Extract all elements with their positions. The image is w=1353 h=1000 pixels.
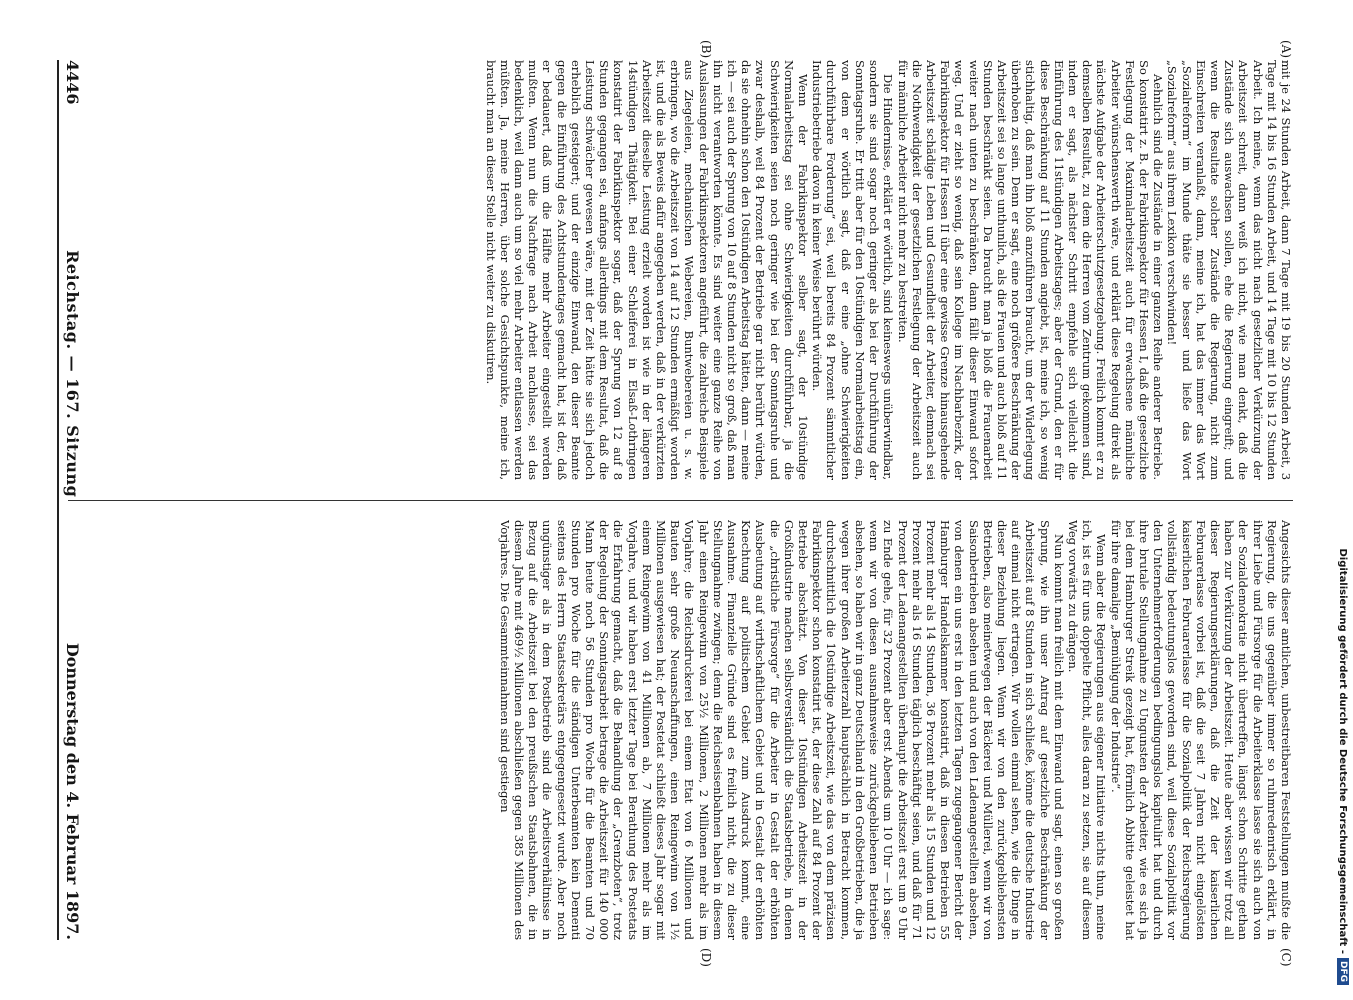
digitization-note-text: Digitalisierung gefördert durch die Deutsche Forschungsgemeinschaft - bbox=[1337, 548, 1349, 954]
right-column-paragraph: Angesichts dieser amtlichen, unbestreitbaren Feststellungen mußte die Regierung, die uns gegenüber immer so ruhmredenrisch erklärt, in ihrer Liebe und Fürsorge für die Arbeiterklasse lasse sie sich auch von der Sozialdemokratie nicht übertreffen, längst schon Schritte gethan haben zur Verkürzung der Arbeitszeit. Heute aber wissen wir trotz all dieser Regierungserklärungen, daß die Zeit der kaiserlichen Februarerlasse vorbei ist, daß die seit 7 Jahren nicht eingelösten kaiserlichen Februarerlasse für die Sozialpolitik der Reichsregierung vollständig bedeutungslos geworden sind, weil diese Sozialpolitik vor den Unternehmerforderungen bedingungslos kapitulirt hat und durch ihre brutale Stellungnahme zu Ungunsten der Arbeiter, wie es sich ja bei dem Hamburger Streik gezeigt hat, förmlich Abbitte geleistet hat für ihre damalige „Bemühigung der Industrie“. bbox=[1108, 520, 1293, 940]
left-column-paragraph: mit je 24 Stunden Arbeit, dann 7 Tage mit 19 bis 20 Stunden Arbeit, 3 Tage mit 14 bis 16 Stunden Arbeit, und 14 Tage mit 10 bis 12 Stunden Arbeit. Ich meine, wenn das nicht nach gesetzlicher Verkürzung der Arbeitszeit schreit, dann weiß ich nicht, wie man denkt, daß die Zustände sich auswachsen sollen, ehe die Regierung eingreift; und wenn die Resultate solcher Zustände die Regierung, nicht zum Einschreiten veranlaßt, dann, meine ich, hat das immer das Wort „Sozialreform“ im Munde thäte sie besser und ließe das Wort „Sozialreform“ aus ihrem Lexikon verschwinden! bbox=[1165, 60, 1293, 480]
margin-mark-d: (D) bbox=[699, 948, 713, 967]
left-column bbox=[68, 60, 1293, 480]
dfg-logo: DFG bbox=[1337, 958, 1349, 985]
left-column-paragraph: Aehnlich sind die Zustände in einer ganzen Reihe anderer Betriebe. So konstatirt z. B. der Fabrikinspektor für Hessen I, daß die gesetzliche Festlegung der Maximalarbeitszeit auch für erwachsene männliche Arbeiter wünschenswerth wäre, und erklärt diese Regelung direkt als nächste Aufgabe der Arbeiterschutzgesetzgebung. Freilich kommt er zu demselben Resultat, zu dem die Herren vom Zentrum gekommen sind, indem er sagt, als nächster Schritt empfehle sich vielleicht die Einführung des 11stündigen Arbeitstages; aber der Grund, den er für diese Beschränkung auf 11 Stunden angiebt, ist, meine ich, so wenig stichhaltig, daß man ihn bloß anzuführen braucht, um der Widerlegung überhoben zu sein. Denn er sagt, eine noch größere Beschränkung der Arbeitszeit sei so lange unthunlich, als die Frauen und auch bloß auf 11 Stunden beschränkt seien. Da braucht man ja bloß die Frauenarbeit weiter nach unten zu beschränken, dann fällt dieser Einwand sofort weg. Und er zieht so wenig, daß sein Kollege im Nachbarbezirk, der Fabrikinspektor für Hessen II über eine gewisse Grenze hinausgehende Arbeitszeit schädige Leben und Gesundheit der Arbeiter, demnach sei die Nothwendigkeit der gesetzlichen Festlegung der Arbeitszeit auch für männliche Arbeiter nicht mehr zu bestreiten. bbox=[895, 60, 1166, 480]
margin-mark-a: (A) bbox=[1279, 40, 1293, 59]
left-column-paragraph: Wenn der Fabrikinspektor selber sagt, der 10stündige Normalarbeitstag sei ohne Schwierigkeiten durchführbar, ja die Schwierigkeiten seien noch geringer wie bei der Sonntagsruhe und zwar deshalb, weil 84 Prozent der Betriebe gar nicht berührt würden, da sie ohnehin schon den 10stündigen Arbeitstag hätten, dann — meine ich — sei auch der Sprung von 10 auf 8 Stunden nicht so groß, daß man ihn nicht verantworten könnte. Es sind weiter eine ganze Reihe von Auslassungen der Fabrikinspektoren angeführt, die zahlreiche Beispiele aus Ziegeleien, mechanischen Webereien, Buntwebereien u. s. w. erbringen, wo die Arbeitszeit von 14 auf 12 Stunden ermäßigt worden ist, und die als Beweis dafür angegeben werden, daß in der verkürzten Arbeitszeit dieselbe Leistung erzielt worden ist wie in der längeren 14stündigen Thätigkeit. Bei einer Schleiferei in Elsaß-Lothringen konstatirt der Fabrikinspektor sogar, daß der Sprung von 12 auf 8 Stunden gegangen sei, anfangs allerdings mit dem Resultat, daß die Leistung schwächer gewesen wäre, mit der Zeit hätte sie sich jedoch erheblich gesteigert; und der einzige Einwand, den dieser Beamte gegen die Einführung des Achtstundentages gemacht hat, ist der, daß er bedauert, daß um die Hälfte mehr Arbeiter eingestellt werden mußten. Wenn nun die Nachfrage nach Arbeit nachlasse, sei das bedenklich, weil dann auch um so viel mehr Arbeiter entlassen werden müßten. Ja, meine Herren, über solche Gesichtspunkte, meine ich, braucht man an dieser Stelle nicht weiter zu diskutiren. bbox=[483, 60, 811, 480]
right-column-paragraph: Nun kommt man freilich mit dem Einwand und sagt, einen so großen Sprung, wie ihn unser Antrag auf gesetzliche Beschränkung der Arbeitszeit auf 8 Stunden in sich schließe, könne die deutsche Industrie auf einmal nicht ertragen. Wir wollen einmal sehen, wie die Dinge in dieser Beziehung liegen. Wenn wir von den zurückgebliebensten Betrieben, also meinetwegen der Bäckerei und Müllerei, wenn wir von Saisonbetrieben absehen und auch von den Ladenangestellten absehen, von denen ein uns erst in den letzten Tagen zugegangener Bericht der Hamburger Handelskammer konstatirt, daß in diesen Betrieben 55 Prozent mehr als 14 Stunden, 36 Prozent mehr als 15 Stunden und 12 Prozent mehr als 16 Stunden täglich beschäftigt seien, und daß für 71 Prozent der Ladenangestellten überhaupt die Arbeitszeit erst um 9 Uhr zu Ende gehe, für 32 Prozent aber erst Abends um 10 Uhr — ich sage: wenn wir von diesen ausnahmsweise zurückgebliebenen Betrieben absehen, so haben wir in ganz Deutschland in den Großbetrieben, die ja wegen ihrer großen Arbeiterzahl hauptsächlich in Betracht kommen, durchschnittlich die 10stündige Arbeitszeit, wie das von dem präzisen Fabrikinspektor schon konstatirt ist, der diese Zahl auf 84 Prozent der Betriebe abschätzt. Von dieser 10stündigen Arbeitszeit in der Großindustrie machen selbstverständlich die Staatsbetriebe, in denen die „christliche Fürsorge“ für die Arbeiter in Gestalt der erhöhten Ausbeutung auf wirthschaftlichem Gebiet und in Gestalt der erhöhten Knechtung auf politischem Gebiet zum Ausdruck kommt, eine Ausnahme. Finanzielle Gründe sind es freilich nicht, die zu dieser Stellungnahme zwingen; denn die Reichseisenbahnen haben in diesem Jahr einen Reingewinn von 25½ Millionen, 2 Millionen mehr als im Vorjahre; die Reichsdruckerei bei einem Etat von 6 Millionen und Bauten sehr große Neuanschaffungen, einen Reingewinn von 1½ Millionen ausgewiesen hat; der Postetat schließt dieses Jahr sogar mit einem Reingewinn von 41 Millionen ab, 7 Millionen mehr als im Vorjahre, und wir haben erst letzter Tage bei Berathung des Postetats die Erfahrung gemacht, daß die Behandlung der „Grenzboten“, trotz der Regelung der Sonntagsarbeit betrage die Arbeitszeit für 140 000 Mann heute noch 56 Stunden pro Woche für die Beamten und 70 Stunden pro Woche für die ständigen Unterbeamten kein Dementi seitens des Herrn Staatssekretärs entgegengesetzt wurde. Aber noch ungünstiger als in dem Postbetrieb sind die Arbeitsverhältnisse in Bezug auf die Arbeitszeit bei den preußischen Staatsbahnen, die in diesem Jahre mit 469½ Millionen abschließen gegen 385 Millionen des Vorjahres. Die Gesammteinnahmen sind gestiegen bbox=[497, 520, 1066, 940]
page-number: 4446 bbox=[63, 60, 82, 105]
margin-mark-b: (B) bbox=[699, 40, 713, 59]
session-date: Donnerstag den 4. Februar 1897. bbox=[63, 642, 82, 940]
margin-mark-c: (C) bbox=[1279, 948, 1293, 967]
right-column bbox=[68, 520, 1293, 940]
column-divider bbox=[68, 500, 1293, 501]
digitization-note bbox=[1333, 25, 1353, 985]
left-column-paragraph: Die Hindernisse, erklärt er wörtlich, sind keineswegs unüberwindbar, sondern sie sind sogar noch geringer als bei der Durchführung der Sonntagsruhe. Er tritt aber für den 10stündigen Normalarbeitstag ein, von dem er wörtlich sagt, daß er eine „ohne Schwierigkeiten durchführbare Forderung“ sei, weil bereits 84 Prozent sämmtlicher Industriebetriebe davon in keiner Weise berührt würden. bbox=[810, 60, 896, 480]
session-title: Reichstag. — 167. Sitzung bbox=[63, 250, 82, 498]
right-column-paragraph: Wenn aber die Regierungen aus eigener Initiative nichts thun, meine ich, ist es für uns doppelte Pflicht, alles daran zu setzen, sie auf diesem Weg vorwärts zu drängen. bbox=[1065, 520, 1109, 940]
